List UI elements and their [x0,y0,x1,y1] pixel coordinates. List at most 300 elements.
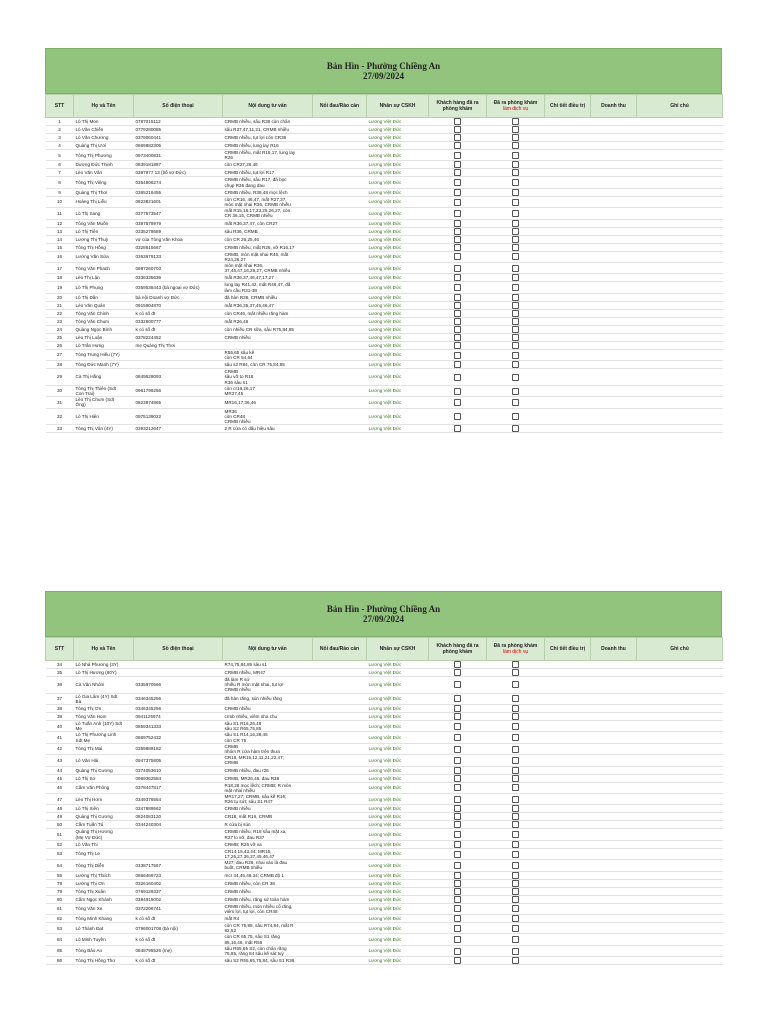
service-checkbox[interactable] [512,413,519,420]
cell-name: Lương Thị Thuỳ [74,235,134,243]
service-checkbox[interactable] [512,118,519,125]
cell-stt: 52 [46,840,74,848]
cell-note [637,813,723,821]
cell-phone: k có số đt [134,957,223,965]
visited-checkbox[interactable] [454,388,461,395]
service-checkbox[interactable] [512,142,519,149]
cell-phone: 0915904870 [134,301,223,309]
service-checkbox[interactable] [512,169,519,176]
cell-revenue [591,349,637,360]
cell-revenue [591,169,637,177]
visited-checkbox[interactable] [454,851,461,858]
service-checkbox[interactable] [512,705,519,712]
cell-consult: sâu R55,65 S2, còn chân răng 75,85, răng 84 sâu kẽ sát tuỷ [223,945,313,956]
cell-visited-checkbox [429,915,487,923]
visited-checkbox[interactable] [454,888,461,895]
visited-checkbox[interactable] [454,244,461,251]
visited-checkbox[interactable] [454,723,461,730]
service-checkbox[interactable] [512,210,519,217]
service-checkbox[interactable] [512,695,519,702]
cell-consult: còn CR27,26,46 [223,161,313,169]
cell-treatment [545,325,591,333]
visited-checkbox[interactable] [454,118,461,125]
cell-visited-checkbox [429,317,487,325]
visited-checkbox[interactable] [454,862,461,869]
cell-staff: Lương Việt Đức [367,755,429,766]
service-checkbox[interactable] [512,352,519,359]
cell-name: Tòng Minh Khang [74,915,134,923]
cell-name: Tòng Thị Le [74,848,134,859]
cell-pain-point [313,860,367,871]
service-checkbox[interactable] [512,851,519,858]
table-row [46,208,723,219]
cell-consult: đã hàn R36, CRMB nhiều [223,293,313,301]
cell-name: Lường Thị Ơn [74,879,134,887]
cell-revenue [591,805,637,813]
table-row [46,408,723,425]
service-checkbox[interactable] [512,757,519,764]
service-checkbox[interactable] [512,880,519,887]
cell-staff: Lương Việt Đức [367,282,429,293]
cell-phone: 0326160402 [134,879,223,887]
visited-checkbox[interactable] [454,831,461,838]
visited-checkbox[interactable] [454,169,461,176]
cell-service-checkbox [487,309,545,317]
service-checkbox[interactable] [512,189,519,196]
cell-visited-checkbox [429,274,487,282]
cell-stt: 16 [46,251,74,262]
visited-checkbox[interactable] [454,210,461,217]
cell-staff: Lương Việt Đức [367,945,429,956]
cell-consult: CR16, MR15,12,11,21,22,47; CRMB [223,755,313,766]
cell-staff: Lương Việt Đức [367,887,429,895]
service-checkbox[interactable] [512,179,519,186]
service-checkbox[interactable] [512,681,519,688]
cell-pain-point [313,829,367,840]
cell-staff: Lương Việt Đức [367,274,429,282]
service-checkbox[interactable] [512,253,519,260]
visited-checkbox[interactable] [454,805,461,812]
visited-checkbox[interactable] [454,199,461,206]
cell-stt: 45 [46,774,74,782]
service-checkbox[interactable] [512,796,519,803]
cell-stt: 84 [46,934,74,945]
visited-checkbox[interactable] [454,228,461,235]
visited-checkbox[interactable] [454,784,461,791]
service-checkbox[interactable] [512,805,519,812]
cell-visited-checkbox [429,251,487,262]
service-checkbox[interactable] [512,126,519,133]
cell-revenue [591,895,637,903]
visited-checkbox[interactable] [454,767,461,774]
cell-service-checkbox [487,150,545,161]
cell-staff: Lương Việt Đức [367,385,429,396]
cell-service-checkbox [487,325,545,333]
cell-consult: còn CR 75,85, sâu R74,84, mất R 82,52 [223,923,313,934]
service-checkbox[interactable] [512,361,519,368]
visited-checkbox[interactable] [454,821,461,828]
cell-note [637,219,723,227]
cell-note [637,860,723,871]
cell-note [637,126,723,134]
service-checkbox[interactable] [512,746,519,753]
cell-name: Lò Thị Xiên [74,805,134,813]
cell-consult: mất R36,37,47, còn CR27 [223,219,313,227]
visited-checkbox[interactable] [454,948,461,955]
cell-treatment [545,341,591,349]
service-checkbox[interactable] [512,388,519,395]
service-checkbox[interactable] [512,399,519,406]
cell-note [637,243,723,251]
visited-checkbox[interactable] [454,713,461,720]
cell-phone [134,661,223,669]
visited-checkbox[interactable] [454,274,461,281]
visited-checkbox[interactable] [454,661,461,668]
cell-treatment [545,134,591,142]
cell-service-checkbox [487,235,545,243]
visited-checkbox[interactable] [454,236,461,243]
cell-phone: 0372206741 [134,903,223,914]
cell-stt: 35 [46,669,74,677]
table-row [46,743,723,754]
cell-treatment [545,333,591,341]
cell-phone: k có số đt [134,309,223,317]
cell-phone: 0378224452 [134,333,223,341]
visited-checkbox[interactable] [454,841,461,848]
cell-staff: Lương Việt Đức [367,349,429,360]
visited-checkbox[interactable] [454,746,461,753]
cell-name: Tòng Trung Hiếu (7Y) [74,349,134,360]
table-row [46,860,723,871]
service-checkbox[interactable] [512,767,519,774]
table-row [46,150,723,161]
table-row [46,871,723,879]
cell-consult [223,341,313,349]
cell-name: Lò Thị Mon [74,118,134,126]
service-checkbox[interactable] [512,374,519,381]
cell-staff: Lương Việt Đức [367,794,429,805]
service-checkbox[interactable] [512,220,519,227]
table-row [46,219,723,227]
visited-checkbox[interactable] [454,284,461,291]
service-checkbox[interactable] [512,342,519,349]
cell-service-checkbox [487,118,545,126]
service-checkbox[interactable] [512,228,519,235]
service-checkbox[interactable] [512,905,519,912]
cell-note [637,227,723,235]
cell-revenue [591,134,637,142]
cell-phone: 0769129337 [134,887,223,895]
visited-checkbox[interactable] [454,905,461,912]
cell-service-checkbox [487,188,545,196]
service-checkbox[interactable] [512,334,519,341]
table-row [46,227,723,235]
cell-stt: 32 [46,408,74,425]
visited-checkbox[interactable] [454,669,461,676]
table-row [46,923,723,934]
service-checkbox[interactable] [512,244,519,251]
cell-phone: 0374053610 [134,766,223,774]
cell-consult: R18,28 mọc lệch; CRMB; R mòn mặt nhai nhiều [223,782,313,793]
cell-stt: 49 [46,813,74,821]
column-header: Nội dung tư vấn [223,95,313,118]
visited-checkbox[interactable] [454,695,461,702]
visited-checkbox[interactable] [454,310,461,317]
service-checkbox[interactable] [512,152,519,159]
cell-treatment [545,860,591,871]
cell-treatment [545,274,591,282]
service-checkbox[interactable] [512,713,519,720]
cell-service-checkbox [487,341,545,349]
cell-phone: mẹ Quàng Thị Thơi [134,341,223,349]
service-checkbox[interactable] [512,199,519,206]
cell-service-checkbox [487,169,545,177]
visited-checkbox[interactable] [454,775,461,782]
cell-treatment [545,705,591,713]
cell-revenue [591,425,637,433]
cell-treatment [545,243,591,251]
service-checkbox[interactable] [512,734,519,741]
cell-revenue [591,177,637,188]
cell-name: Lò Thị Hiên [74,408,134,425]
service-checkbox[interactable] [512,784,519,791]
table-row [46,661,723,669]
cell-consult: CRMB nhiều, mất R16,17, lung lay R26 [223,150,313,161]
table-body [46,118,723,433]
visited-checkbox[interactable] [454,352,461,359]
service-checkbox[interactable] [512,326,519,333]
cell-phone: 0328615667 [134,243,223,251]
cell-stt: 51 [46,829,74,840]
service-checkbox[interactable] [512,669,519,676]
visited-checkbox[interactable] [454,757,461,764]
cell-service-checkbox [487,915,545,923]
cell-visited-checkbox [429,693,487,704]
cell-treatment [545,385,591,396]
cell-phone: 0359889182 [134,743,223,754]
service-checkbox[interactable] [512,831,519,838]
cell-staff: Lương Việt Đức [367,915,429,923]
cell-phone: 0363679133 [134,251,223,262]
visited-checkbox[interactable] [454,179,461,186]
cell-phone: 0796001708 (bà nội) [134,923,223,934]
service-checkbox[interactable] [512,775,519,782]
column-header: Nội dung tư vấn [223,638,313,661]
cell-pain-point [313,879,367,887]
visited-checkbox[interactable] [454,294,461,301]
column-header: Họ và Tên [74,95,134,118]
cell-consult: còn cr16,26,17 MR37,45 [223,385,313,396]
service-checkbox[interactable] [512,862,519,869]
visited-checkbox[interactable] [454,302,461,309]
service-checkbox[interactable] [512,872,519,879]
service-checkbox[interactable] [512,723,519,730]
visited-checkbox[interactable] [454,813,461,820]
cell-visited-checkbox [429,871,487,879]
cell-note [637,766,723,774]
cell-consult: M27; đau R26, nhai vào là đau buốt, CRMB nhiều [223,860,313,871]
service-checkbox[interactable] [512,161,519,168]
service-checkbox[interactable] [512,425,519,432]
visited-checkbox[interactable] [454,126,461,133]
cell-pain-point [313,301,367,309]
cell-consult: CRMB, MR26,46, đau R38 [223,774,313,782]
cell-staff: Lương Việt Đức [367,208,429,219]
service-checkbox[interactable] [512,896,519,903]
cell-service-checkbox [487,721,545,732]
service-checkbox[interactable] [512,957,519,964]
sheet-page-1 [45,48,722,433]
cell-note [637,385,723,396]
cell-service-checkbox [487,408,545,425]
cell-note [637,251,723,262]
visited-checkbox[interactable] [454,681,461,688]
service-checkbox[interactable] [512,948,519,955]
cell-name: Tòng Thị Diễn [74,860,134,871]
cell-service-checkbox [487,903,545,914]
visited-checkbox[interactable] [454,925,461,932]
service-checkbox[interactable] [512,318,519,325]
service-checkbox[interactable] [512,915,519,922]
cell-treatment [545,677,591,694]
visited-checkbox[interactable] [454,880,461,887]
visited-checkbox[interactable] [454,342,461,349]
visited-checkbox[interactable] [454,361,461,368]
visited-checkbox[interactable] [454,326,461,333]
service-checkbox[interactable] [512,936,519,943]
table-row [46,325,723,333]
visited-checkbox[interactable] [454,705,461,712]
visited-checkbox[interactable] [454,161,461,168]
cell-name: Lò Minh Tuyền [74,934,134,945]
visited-checkbox[interactable] [454,413,461,420]
cell-staff: Lương Việt Đức [367,766,429,774]
visited-checkbox[interactable] [454,152,461,159]
cell-pain-point [313,349,367,360]
cell-revenue [591,263,637,274]
cell-phone: 0961799256 [134,385,223,396]
visited-checkbox[interactable] [454,872,461,879]
cell-stt: 36 [46,677,74,694]
cell-stt: 48 [46,805,74,813]
cell-note [637,903,723,914]
visited-checkbox[interactable] [454,896,461,903]
cell-pain-point [313,934,367,945]
cell-name: Tòng Thị Hồng Thơ [74,957,134,965]
cell-treatment [545,848,591,859]
cell-revenue [591,915,637,923]
service-checkbox[interactable] [512,134,519,141]
service-checkbox[interactable] [512,310,519,317]
cell-pain-point [313,219,367,227]
cell-name: Quàng Thị Thơi [74,188,134,196]
cell-consult: còn CR 65,75, sâu S1 răng 85,16,46, mất R55 [223,934,313,945]
visited-checkbox[interactable] [454,374,461,381]
visited-checkbox[interactable] [454,253,461,260]
table-row [46,794,723,805]
cell-revenue [591,251,637,262]
table-row [46,887,723,895]
cell-staff: Lương Việt Đức [367,408,429,425]
service-checkbox[interactable] [512,236,519,243]
cell-visited-checkbox [429,177,487,188]
visited-checkbox[interactable] [454,334,461,341]
service-checkbox[interactable] [512,661,519,668]
cell-pain-point [313,945,367,956]
cell-note [637,794,723,805]
column-header: Chi tiết điều trị [545,638,591,661]
service-checkbox[interactable] [512,294,519,301]
service-checkbox[interactable] [512,841,519,848]
visited-checkbox[interactable] [454,134,461,141]
visited-checkbox[interactable] [454,796,461,803]
cell-phone: 0779280085 [134,126,223,134]
cell-service-checkbox [487,713,545,721]
cell-visited-checkbox [429,150,487,161]
visited-checkbox[interactable] [454,936,461,943]
service-checkbox[interactable] [512,265,519,272]
cell-consult: sâu R36, CRMB [223,227,313,235]
cell-note [637,361,723,369]
service-checkbox[interactable] [512,821,519,828]
visited-checkbox[interactable] [454,220,461,227]
cell-visited-checkbox [429,333,487,341]
cell-stt: 15 [46,243,74,251]
cell-service-checkbox [487,333,545,341]
cell-note [637,274,723,282]
cell-note [637,196,723,207]
cell-note [637,743,723,754]
cell-revenue [591,118,637,126]
visited-checkbox[interactable] [454,265,461,272]
cell-name: Lèo Thị Chum (Sdt Ông) [74,397,134,408]
cell-name: Lèo Văn Vân [74,169,134,177]
service-checkbox[interactable] [512,925,519,932]
visited-checkbox[interactable] [454,318,461,325]
cell-phone: 0987260703 [134,263,223,274]
cell-visited-checkbox [429,408,487,425]
service-checkbox[interactable] [512,813,519,820]
visited-checkbox[interactable] [454,425,461,432]
cell-name: Lò Thị Phụng [74,282,134,293]
cell-phone: 0344240304 [134,821,223,829]
visited-checkbox[interactable] [454,734,461,741]
cell-pain-point [313,732,367,743]
visited-checkbox[interactable] [454,399,461,406]
service-checkbox[interactable] [512,284,519,291]
cell-revenue [591,361,637,369]
cell-consult: còn CR16, 46,47, mất R27,37, mòn mặt nhai R36, CRMB nhiều [223,196,313,207]
cell-stt: 38 [46,705,74,713]
cell-stt: 29 [46,369,74,386]
service-checkbox[interactable] [512,274,519,281]
visited-checkbox[interactable] [454,915,461,922]
cell-revenue [591,341,637,349]
cell-revenue [591,766,637,774]
cell-visited-checkbox [429,235,487,243]
service-checkbox[interactable] [512,888,519,895]
table-row [46,263,723,274]
service-checkbox[interactable] [512,302,519,309]
visited-checkbox[interactable] [454,189,461,196]
cell-stt: 23 [46,317,74,325]
visited-checkbox[interactable] [454,957,461,964]
cell-staff: Lương Việt Đức [367,150,429,161]
cell-revenue [591,669,637,677]
cell-staff: Lương Việt Đức [367,301,429,309]
cell-consult: sâu s2 R84, còn CR 75,84,85 [223,361,313,369]
visited-checkbox[interactable] [454,142,461,149]
